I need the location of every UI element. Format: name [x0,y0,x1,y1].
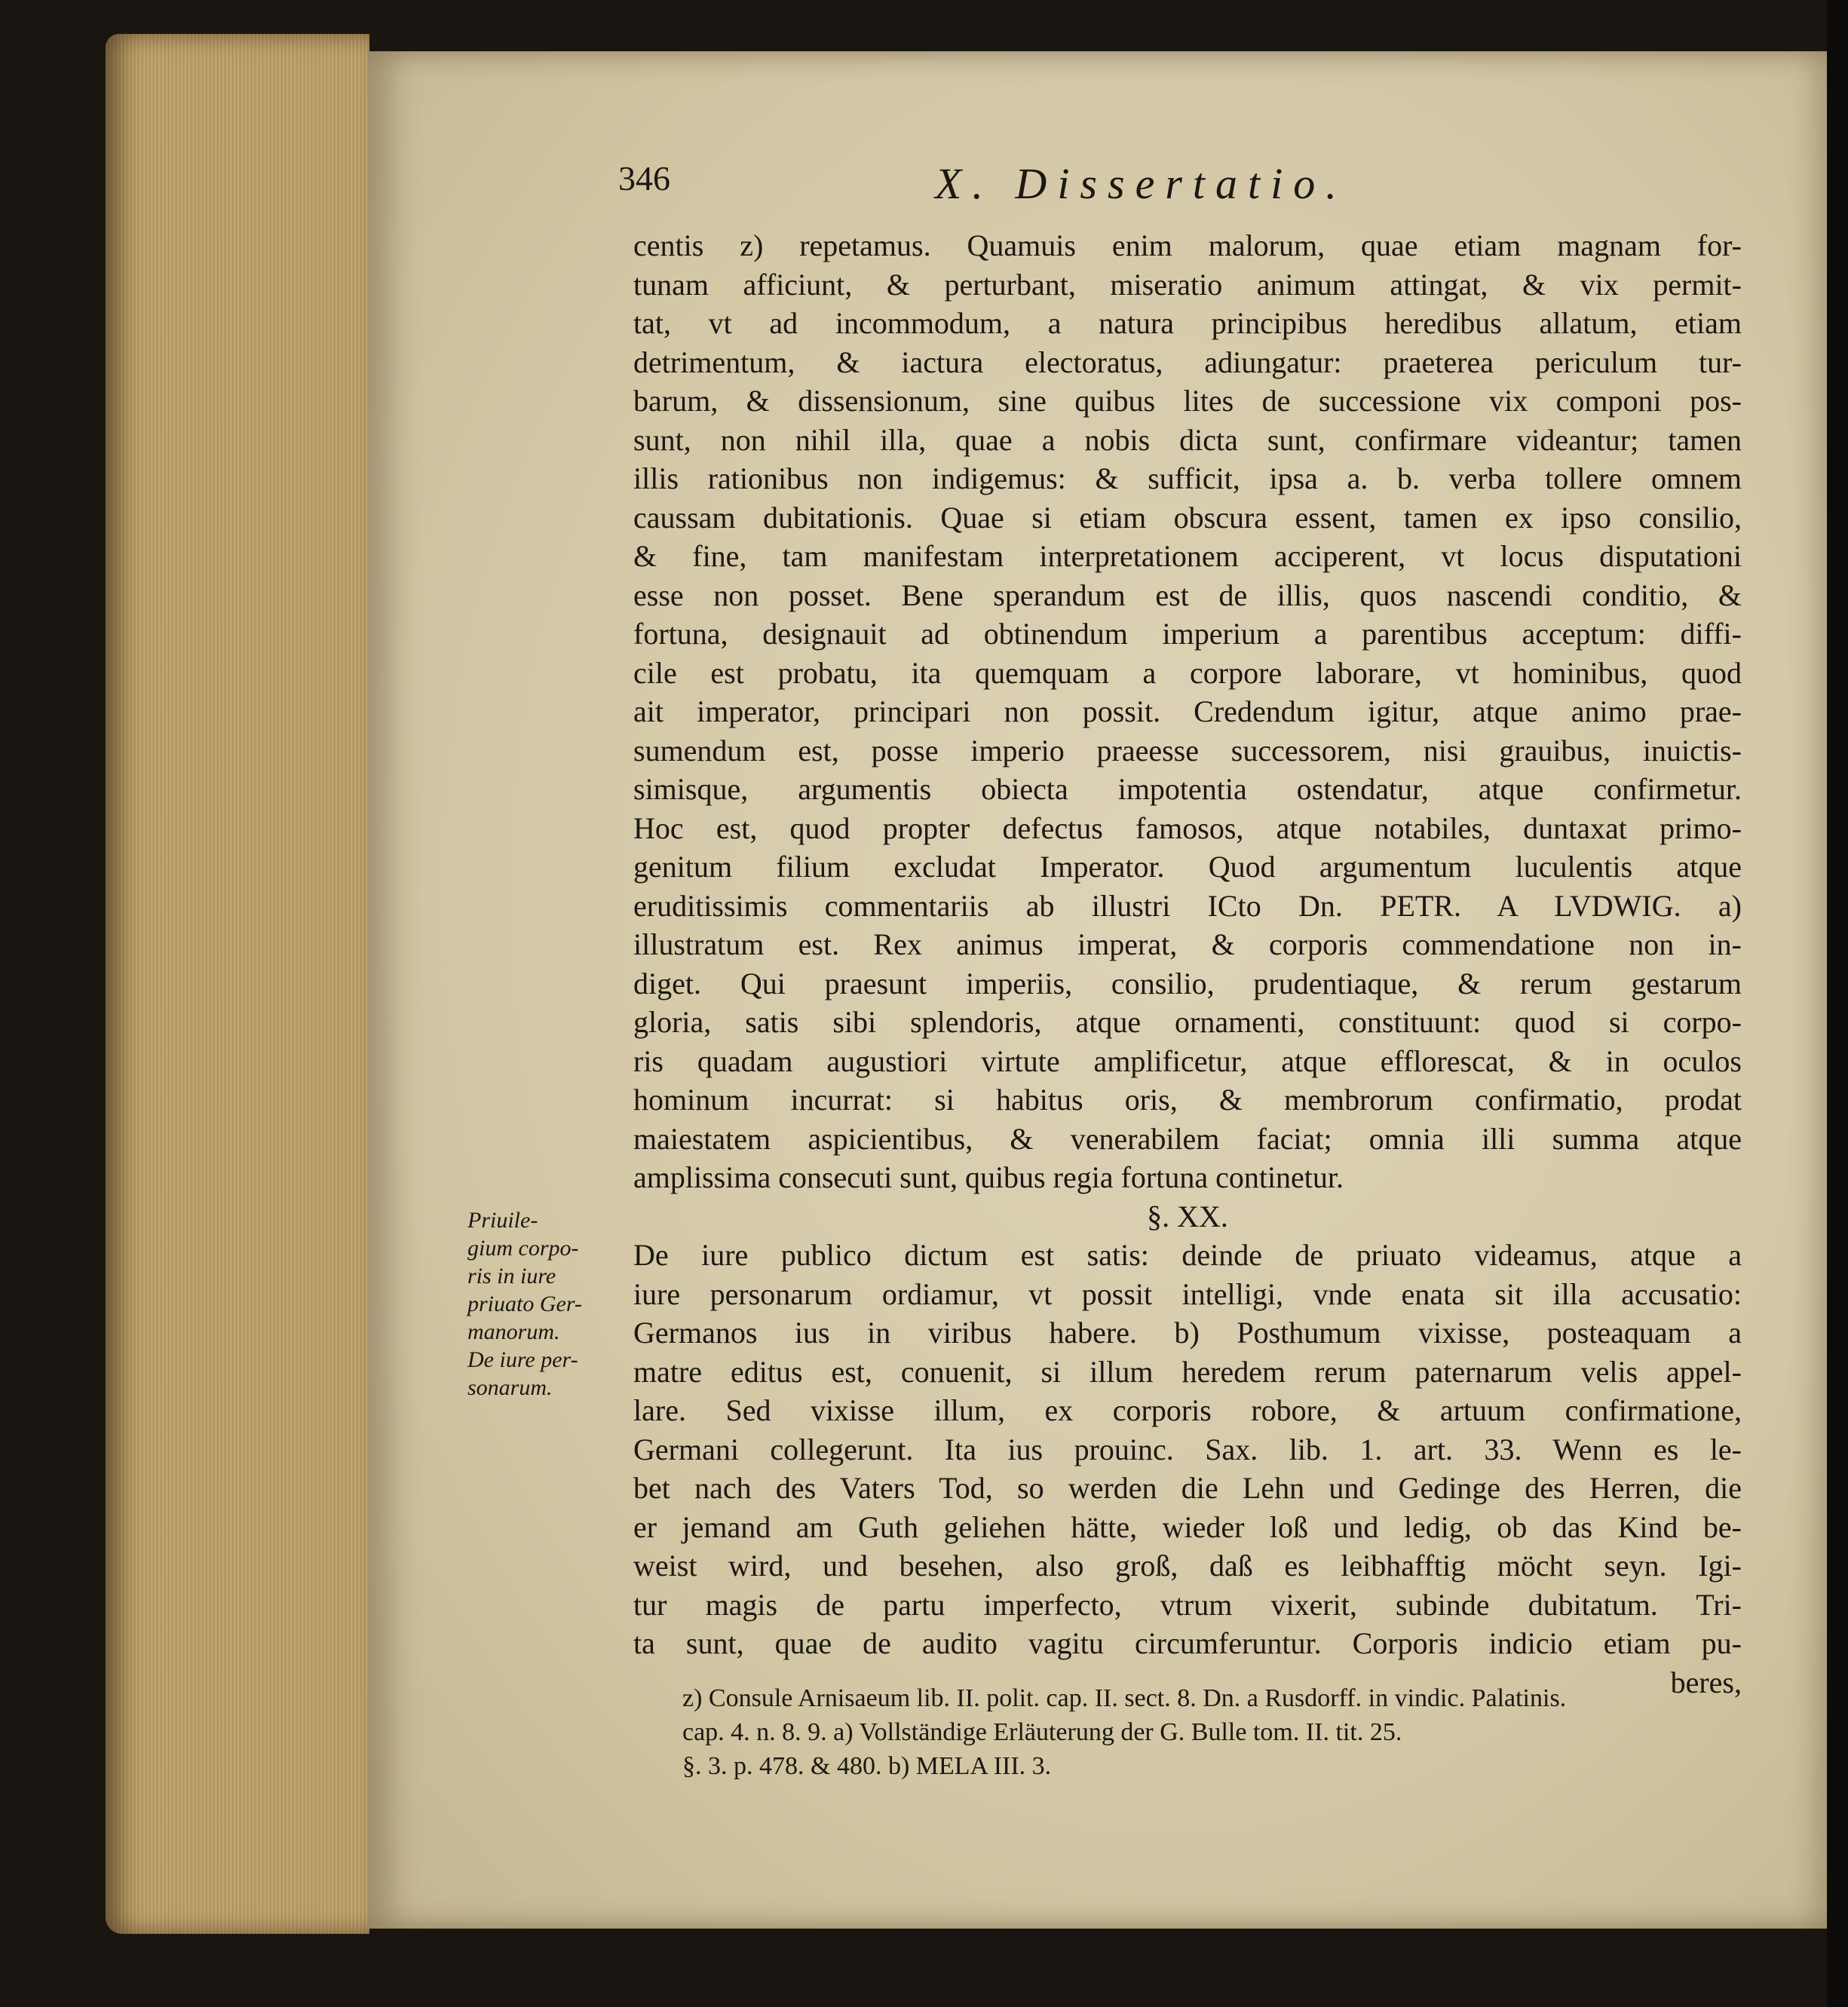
body-line: ris quadam augustiori virtute amplificetur, atque efflorescat, & in oculos [633,1043,1742,1078]
body-line: barum, & dissensionum, sine quibus lites de successione vix componi pos- [633,384,1742,418]
body-line: gloria, satis sibi splendoris, atque ornamenti, constituunt: quod si corpo- [633,1005,1742,1039]
body-line: Hoc est, quod propter defectus famosos, atque notabiles, duntaxat primo- [633,810,1742,845]
body-line: centis z) repetamus. Quamuis enim malorum, quae etiam magnam for- [633,228,1742,262]
section-line: er jemand am Guth geliehen hätte, wieder loß und ledig, ob das Kind be- [633,1509,1742,1544]
text-block [633,226,1742,1702]
body-line: tat, vt ad incommodum, a natura principibus heredibus allatum, etiam [633,306,1742,340]
margin-note [467,1206,630,1402]
margin-note-line: Priuile- [467,1208,538,1233]
body-line: cile est probatu, ita quemquam a corpore laborare, vt hominibus, quod [633,655,1742,690]
scan-border [1827,0,1848,2007]
body-line: & fine, tam manifestam interpretationem acciperent, vt locus disputationi [633,539,1742,573]
section-line: Germani collegerunt. Ita ius prouinc. Sax. lib. 1. art. 33. Wenn es le- [633,1432,1742,1466]
section-line: weist wird, und besehen, also groß, daß es leibhafftig möcht seyn. Igi- [633,1549,1742,1583]
margin-note-line: priuato Ger- [467,1292,582,1316]
margin-note-line: sonarum. [467,1375,553,1400]
section-line: Germanos ius in viribus habere. b) Posthumum vixisse, posteaquam a [633,1316,1742,1350]
body-line: tunam afficiunt, & perturbant, miseratio animum attingat, & vix permit- [633,267,1742,302]
footnote-line: §. 3. p. 478. & 480. b) MELA III. 3. [682,1752,1052,1780]
margin-note-line: De iure per- [467,1347,578,1372]
body-line: detrimentum, & iactura electoratus, adiungatur: praeterea periculum tur- [633,345,1742,379]
body-line: genitum filium excludat Imperator. Quod argumentum luculentis atque [633,850,1742,884]
body-line: caussam dubitationis. Quae si etiam obscura essent, tamen ex ipso consilio, [633,500,1742,535]
body-line: ait imperator, principari non possit. Credendum igitur, atque animo prae- [633,694,1742,728]
section-line: ta sunt, quae de audito vagitu circumferuntur. Corporis indicio etiam pu- [633,1626,1742,1660]
section-paragraph [633,1236,1742,1663]
section-heading: §. XX. [1147,1199,1228,1233]
body-line: eruditissimis commentariis ab illustri ICto Dn. PETR. A LVDWIG. a) [633,888,1742,923]
footnote-line: cap. 4. n. 8. 9. a) Vollständige Erläuterung der G. Bulle tom. II. tit. 25. [682,1718,1402,1746]
body-paragraph [633,226,1742,1197]
running-title: X. Dissertatio. [935,159,1347,208]
footnotes [682,1681,1738,1783]
section-line: lare. Sed vixisse illum, ex corporis robore, & artuum confirmatione, [633,1393,1742,1427]
body-line: illustratum est. Rex animus imperat, & corporis commendatione non in- [633,927,1742,961]
section-line: bet nach des Vaters Tod, so werden die Lehn und Gedinge des Herren, die [633,1471,1742,1505]
section-line: matre editus est, conuenit, si illum heredem rerum paternarum velis appel- [633,1354,1742,1389]
footnote-line: z) Consule Arnisaeum lib. II. polit. cap. II. sect. 8. Dn. a Rusdorff. in vindic. Palatinis. [682,1684,1567,1712]
body-line: diget. Qui praesunt imperiis, consilio, prudentiaque, & rerum gestarum [633,966,1742,1000]
catchword: beres, [1670,1665,1742,1699]
body-line: sunt, non nihil illa, quae a nobis dicta sunt, confirmare videantur; tamen [633,422,1742,457]
margin-note-line: gium corpo- [467,1236,579,1261]
body-line: simisque, argumentis obiecta impotentia ostendatur, atque confirmetur. [633,772,1742,806]
section-line: tur magis de partu imperfecto, vtrum vixerit, subinde dubitatum. Tri- [633,1587,1742,1622]
margin-note-line: manorum. [467,1319,560,1344]
body-line: esse non posset. Bene sperandum est de illis, quos nascendi conditio, & [633,578,1742,612]
body-line: illis rationibus non indigemus: & sufficit, ipsa a. b. verba tollere omnem [633,461,1742,495]
body-line: hominum incurrat: si habitus oris, & membrorum confirmatio, prodat [633,1083,1742,1117]
page-edges [106,34,369,1934]
body-line: amplissima consecuti sunt, quibus regia fortuna continetur. [633,1160,1344,1194]
body-line: sumendum est, posse imperio praeesse successorem, nisi grauibus, inuictis- [633,733,1742,768]
section-line: iure personarum ordiamur, vt possit intelligi, vnde enata sit illa accusatio: [633,1276,1742,1311]
section-line: De iure publico dictum est satis: deinde de priuato videamus, atque a [633,1238,1742,1272]
body-line: maiestatem aspicientibus, & venerabilem faciat; omnia illi summa atque [633,1121,1742,1156]
page-number: 346 [618,159,670,198]
body-line: fortuna, designauit ad obtinendum imperium a parentibus acceptum: diffi- [633,617,1742,651]
margin-note-line: ris in iure [467,1264,556,1288]
